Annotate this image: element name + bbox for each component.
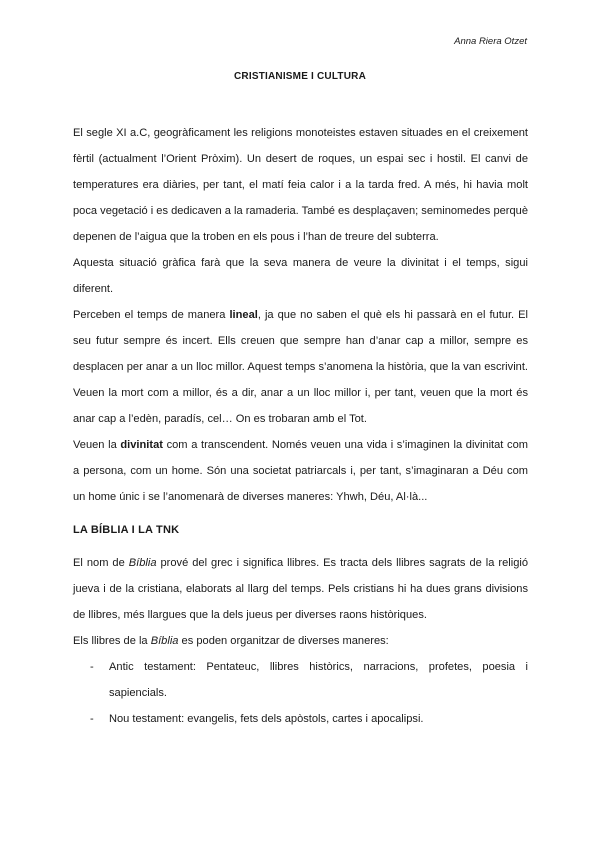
italic-term-biblia: Bíblia	[128, 557, 157, 569]
paragraph-text: com a transcendent. Només veuen una vida i s’imaginen la divinitat com a persona, com un home. Són una societat patriarcals i, per tant, s’imaginaran a Déu com un home únic i se l’anomenarà de diverses maneres: Yhwh, Déu, Al·là...	[73, 439, 528, 503]
list-item	[73, 654, 528, 706]
paragraph-text: prové del grec i significa llibres. Es tracta dels llibres sagrats de la religió jueva i de la cristiana, elaborats al llarg del temps. Pels cristians hi ha dues grans divisions de llibres, més llargues que la dels jueus per diverses raons històriques.	[73, 557, 529, 621]
paragraph-text: Perceben el temps de manera	[73, 309, 230, 321]
paragraph-text: es poden organitzar de diverses maneres:	[178, 635, 389, 647]
bold-term-divinitat: divinitat	[120, 439, 163, 451]
paragraph	[73, 432, 528, 510]
paragraph-text: Veuen la	[73, 439, 121, 451]
paragraph	[73, 628, 528, 654]
paragraph: El segle XI a.C, geogràficament les religions monoteistes estaven situades en el creixement fèrtil (actualment l’Orient Pròxim). Un desert de roques, un espai sec i hostil. El canvi de temperatures era diàries, per tant, el matí feia calor i a la tarda fred. A més, hi havia molt poca vegetació i es dedicaven a la ramaderia. També es desplaçaven; seminomedes perquè depenen de l’aigua que la troben en els pous i l’han de treure del subterra.	[73, 127, 528, 243]
list-item-text: Antic testament: Pentateuc, llibres històrics, narracions, profetes, poesia i sapiencials.	[109, 661, 528, 699]
list-dash: -	[90, 713, 94, 725]
intro-body	[73, 120, 528, 510]
italic-term-biblia: Bíblia	[150, 635, 179, 647]
bold-term-lineal: lineal	[229, 309, 258, 321]
bullet-list	[73, 654, 528, 732]
paragraph-text: , ja que no saben el què els hi passarà en el futur. El seu futur sempre és incert. Ells creuen que sempre han d’anar cap a millor, sempre es desplacen per anar a un lloc millor. Aquest temps s’anomena la història, que la van escrivint. Veuen la mort com a millor, és a dir, anar a un lloc millor i, per tant, veuen que la mort és anar cap a l’edèn, paradís, cel… On es trobaran amb el Tot.	[73, 309, 529, 425]
list-dash: -	[90, 661, 94, 673]
paragraph: Aquesta situació gràfica farà que la seva manera de veure la divinitat i el temps, sigui diferent.	[73, 257, 528, 295]
list-item	[73, 706, 528, 732]
section-heading: LA BÍBLIA I LA TNK	[73, 524, 180, 536]
paragraph-text: Els llibres de la	[73, 635, 151, 647]
list-item-text: Nou testament: evangelis, fets dels apòstols, cartes i apocalipsi.	[109, 713, 424, 725]
document-title: CRISTIANISME I CULTURA	[234, 71, 366, 82]
paragraph-text: El nom de	[73, 557, 129, 569]
paragraph	[73, 302, 528, 432]
paragraph	[73, 550, 528, 628]
header-author: Anna Riera Otzet	[454, 36, 527, 47]
section-body	[73, 550, 528, 732]
